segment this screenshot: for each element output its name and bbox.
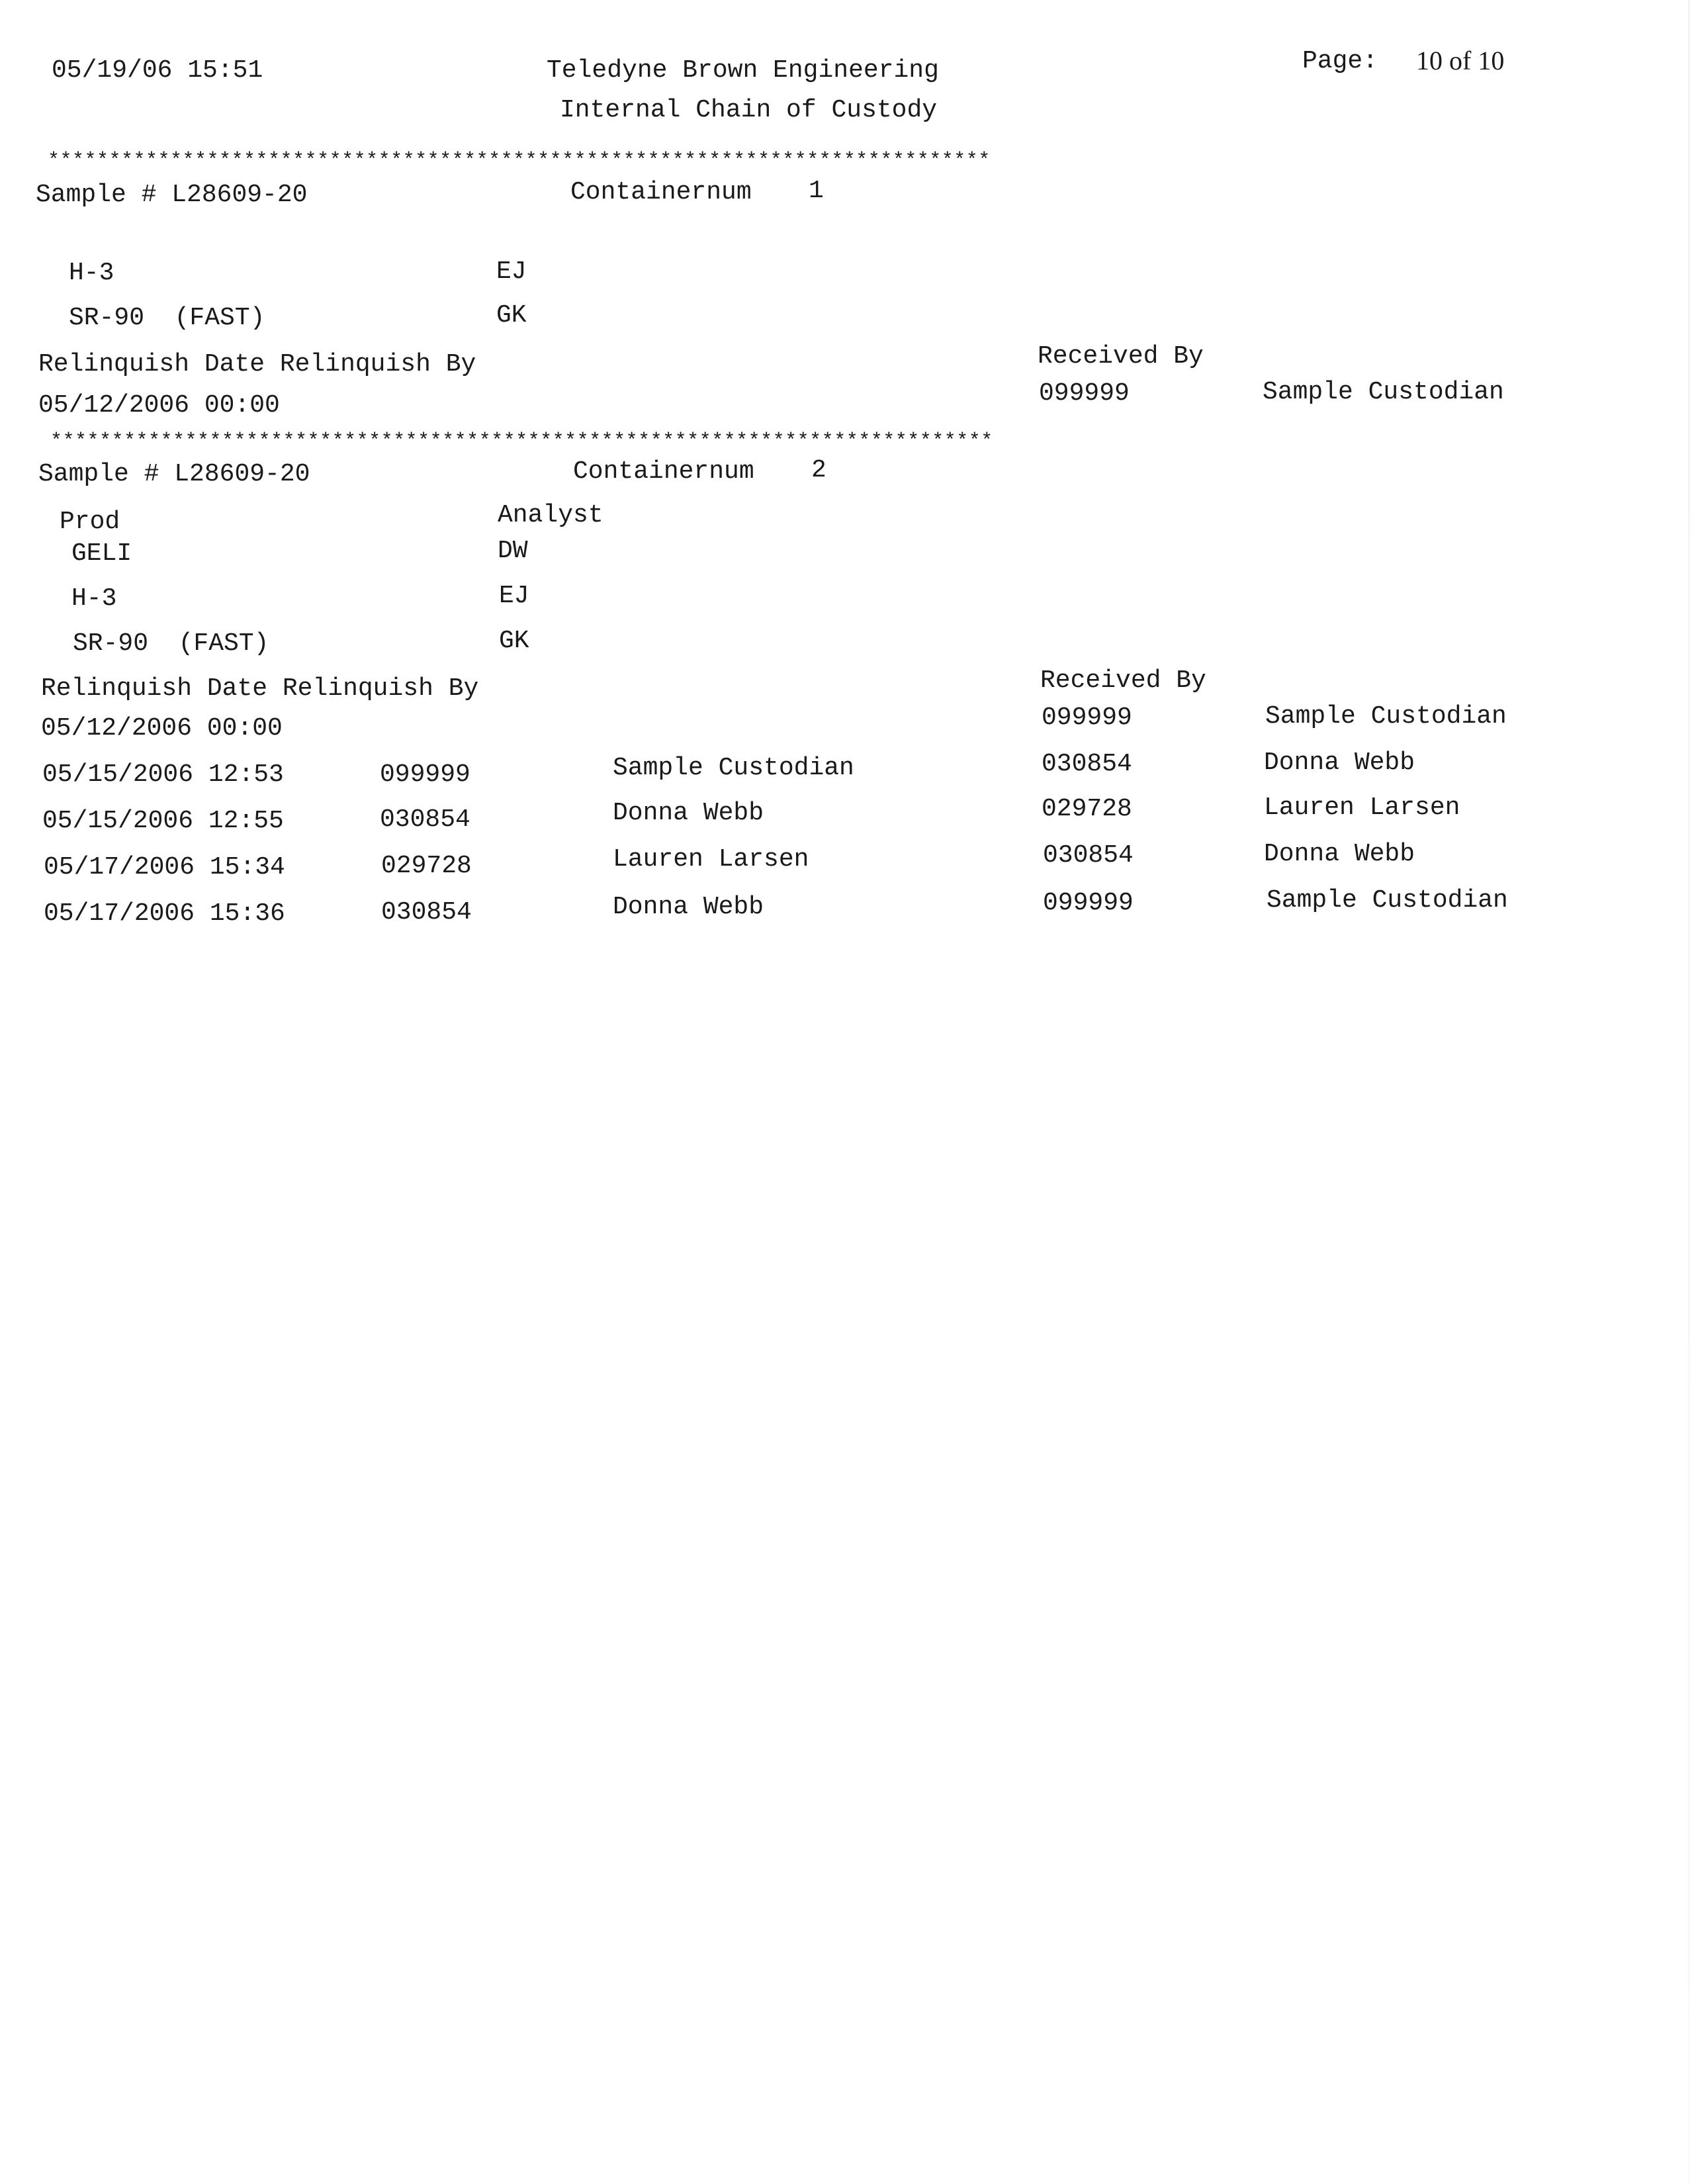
prod-column-header: Prod	[60, 508, 120, 536]
analyst-code: EJ	[496, 257, 527, 286]
containernum-value: 2	[811, 456, 826, 484]
custody-date: 05/15/2006 12:53	[42, 760, 284, 789]
relinquish-name: Lauren Larsen	[613, 845, 809, 874]
received-by-header: Received By	[1038, 342, 1204, 371]
received-name: Sample Custodian	[1263, 378, 1504, 406]
analyst-code: EJ	[499, 582, 529, 610]
report-timestamp: 05/19/06 15:51	[52, 56, 263, 85]
separator-line: *****************************************************************************	[48, 150, 991, 172]
received-id: 029728	[1042, 795, 1132, 823]
prod-name: SR-90 (FAST)	[69, 304, 265, 332]
analyst-code: GK	[496, 301, 527, 330]
relinquish-id: 030854	[380, 805, 470, 834]
relinquish-header: Relinquish Date Relinquish By	[38, 350, 476, 379]
received-name: Lauren Larsen	[1264, 794, 1460, 822]
analyst-column-header: Analyst	[498, 501, 603, 529]
received-by-header: Received By	[1040, 666, 1206, 695]
relinquish-name: Donna Webb	[613, 799, 764, 827]
scan-edge	[1688, 0, 1690, 2184]
containernum-value: 1	[809, 177, 824, 205]
page-number: 10 of 10	[1416, 46, 1505, 75]
page-label: Page:	[1302, 47, 1378, 75]
prod-name: H-3	[71, 584, 117, 613]
relinquish-name: Sample Custodian	[613, 754, 854, 782]
prod-name: GELI	[71, 539, 132, 568]
custody-date: 05/15/2006 12:55	[42, 807, 284, 835]
received-name: Donna Webb	[1264, 840, 1415, 868]
custody-date: 05/12/2006 00:00	[41, 714, 283, 743]
analyst-code: GK	[499, 627, 529, 655]
report-title: Internal Chain of Custody	[560, 96, 938, 124]
relinquish-id: 029728	[381, 852, 472, 880]
received-id: 099999	[1043, 889, 1134, 917]
analyst-code: DW	[498, 537, 528, 565]
sample-id: Sample # L28609-20	[36, 181, 308, 209]
custody-date: 05/12/2006 00:00	[38, 391, 280, 420]
received-name: Sample Custodian	[1265, 702, 1507, 731]
received-id: 030854	[1042, 750, 1132, 778]
relinquish-id: 099999	[380, 760, 470, 789]
sample-id: Sample # L28609-20	[38, 460, 310, 488]
company-name: Teledyne Brown Engineering	[547, 56, 939, 85]
containernum-label: Containernum	[570, 178, 752, 206]
prod-name: H-3	[69, 259, 114, 287]
received-id: 099999	[1042, 704, 1132, 732]
received-name: Sample Custodian	[1267, 886, 1508, 915]
relinquish-id: 030854	[381, 898, 472, 927]
separator-line: *****************************************************************************	[50, 430, 993, 453]
custody-date: 05/17/2006 15:34	[44, 853, 285, 882]
received-id: 099999	[1039, 379, 1130, 408]
received-id: 030854	[1043, 841, 1134, 870]
containernum-label: Containernum	[573, 457, 754, 486]
relinquish-name: Donna Webb	[613, 893, 764, 921]
received-name: Donna Webb	[1264, 749, 1415, 777]
prod-name: SR-90 (FAST)	[73, 629, 269, 658]
relinquish-header: Relinquish Date Relinquish By	[41, 674, 479, 703]
custody-date: 05/17/2006 15:36	[44, 899, 285, 928]
